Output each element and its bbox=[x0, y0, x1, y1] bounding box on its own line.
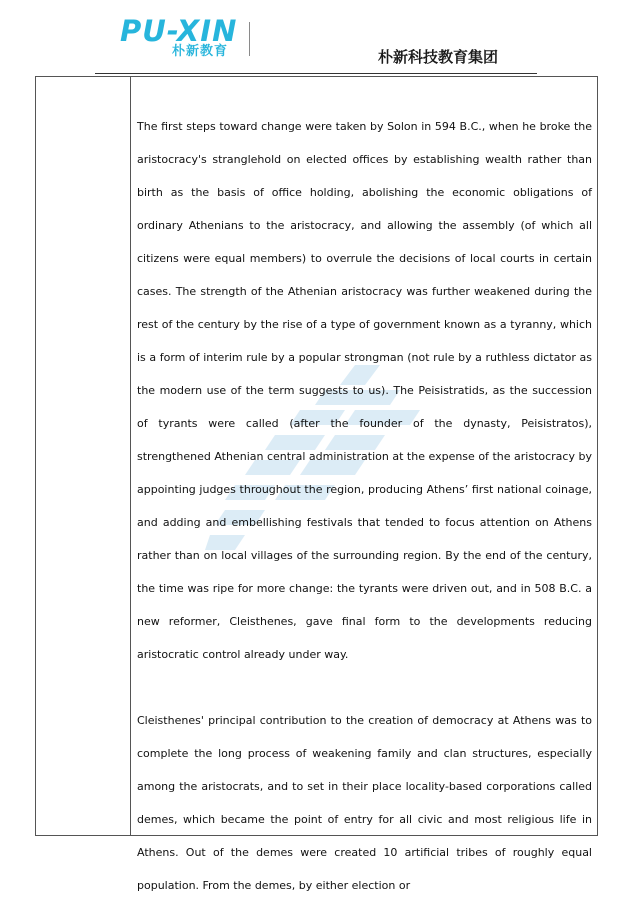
paragraph: The first steps toward change were taken by Solon in 594 B.C., when he broke the aristocracy's stranglehold on elected offices by establishing wealth rather than birth as the basis of office holding, abolishing the economic obligations of ordinary Athenians to the aristocracy, and allowing the assembly (of which all citizens were equal members) to overrule the decisions of local courts in certain cases. The strength of the Athenian aristocracy was further weakened during the rest of the century by the rise of a type of government known as a tyranny, which is a form of interim rule by a popular strongman (not rule by a ruthless dictator as the modern use of the term suggests to us). The Peisistratids, as the succession of tyrants were called (after the founder of the dynasty, Peisistratos), strengthened Athenian central administration at the expense of the aristocracy by appointing judges throughout the region, producing Athens’ first national coinage, and adding and embellishing festivals that tended to focus attention on Athens rather than on local villages of the surrounding region. By the end of the century, the time was ripe for more change: the tyrants were driven out, and in 508 B.C. a new reformer, Cleisthenes, gave final form to the developments reducing aristocratic control already under way. bbox=[137, 120, 592, 661]
document-body bbox=[137, 110, 592, 902]
logo-divider bbox=[249, 22, 250, 56]
company-name: 朴新科技教育集团 bbox=[378, 48, 499, 66]
brand-logo bbox=[120, 16, 245, 60]
page-header bbox=[0, 0, 630, 80]
header-rule bbox=[95, 73, 537, 74]
paragraph: Cleisthenes' principal contribution to the creation of democracy at Athens was to complete the long process of weakening family and clan structures, especially among the aristocrats, and to set in their place locality-based corporations called demes, which became the point of entry for all civic and most religious life in Athens. Out of the demes were created 10 artificial tribes of roughly equal population. From the demes, by either election or bbox=[137, 714, 592, 892]
logo-chinese-name: 朴新教育 bbox=[172, 44, 229, 59]
frame-column-divider bbox=[130, 76, 131, 836]
logo-wordmark: PU-XIN bbox=[120, 14, 238, 48]
